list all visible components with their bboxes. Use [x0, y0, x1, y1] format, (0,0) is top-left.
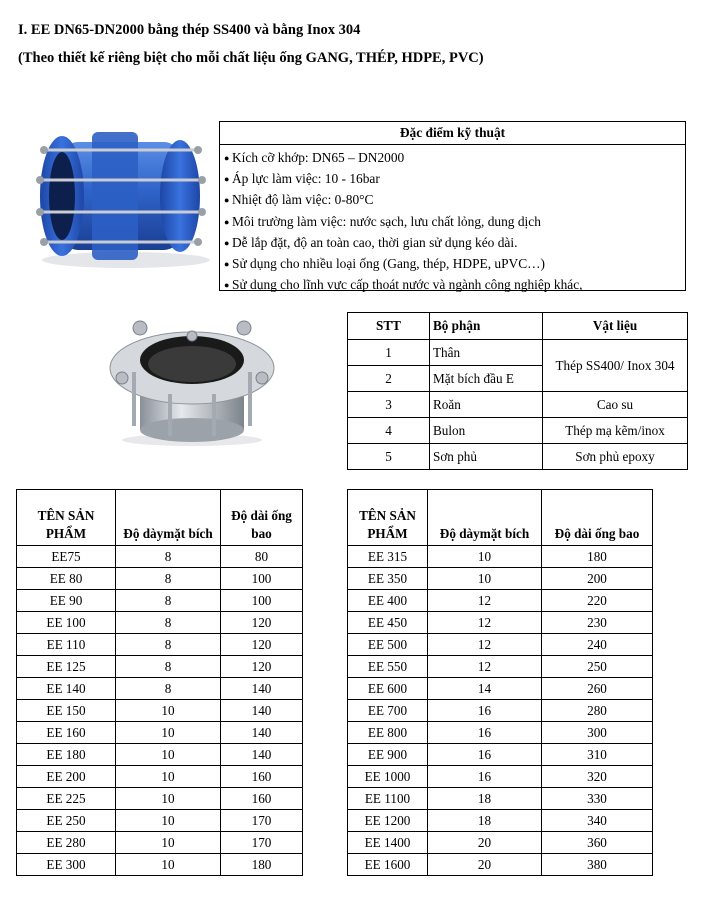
table-cell: 380	[542, 854, 653, 876]
table-cell: EE75	[17, 546, 116, 568]
table-cell: 12	[428, 634, 542, 656]
table-row	[348, 700, 653, 722]
parts-table	[347, 312, 688, 470]
table-cell: 8	[116, 612, 221, 634]
table-cell: EE 250	[17, 810, 116, 832]
table-cell: 140	[221, 678, 303, 700]
table-cell: 230	[542, 612, 653, 634]
table-cell: EE 1000	[348, 766, 428, 788]
table-cell: 140	[221, 700, 303, 722]
table-cell: 10	[428, 546, 542, 568]
table-cell: 14	[428, 678, 542, 700]
table-row	[348, 744, 653, 766]
column-header: Độ dài ống bao	[221, 490, 303, 546]
specs-list	[220, 145, 685, 295]
table-cell: 200	[542, 568, 653, 590]
table-row	[17, 700, 303, 722]
table-row	[17, 634, 303, 656]
table-cell: EE 100	[17, 612, 116, 634]
bullet-icon: ●	[224, 174, 230, 185]
table-cell: 4	[348, 418, 430, 444]
table-cell: 180	[221, 854, 303, 876]
table-cell: 8	[116, 634, 221, 656]
table-row	[348, 766, 653, 788]
spec-item: ● Áp lực làm việc: 10 - 16bar	[224, 168, 685, 189]
table-cell: 16	[428, 700, 542, 722]
table-cell: 20	[428, 832, 542, 854]
table-cell: Roăn	[430, 392, 543, 418]
table-header-row	[348, 313, 688, 340]
bullet-icon: ●	[224, 237, 230, 248]
table-cell: EE 400	[348, 590, 428, 612]
table-cell: 5	[348, 444, 430, 470]
table-cell: 160	[221, 766, 303, 788]
column-header: TÊN SẢN PHẨM	[348, 490, 428, 546]
spec-item: ● Môi trường làm việc: nước sạch, lưu chất lỏng, dung dịch	[224, 211, 685, 232]
table-header-row	[17, 490, 303, 546]
specs-title: Đặc điểm kỹ thuật	[220, 122, 685, 145]
table-row	[17, 612, 303, 634]
table-cell: EE 90	[17, 590, 116, 612]
spec-item: ● Sử dụng cho lĩnh vực cấp thoát nước và ngành công nghiệp khác,	[224, 274, 685, 295]
table-cell: Sơn phủ	[430, 444, 543, 470]
table-row	[348, 854, 653, 876]
table-cell: 12	[428, 590, 542, 612]
table-header-row	[348, 490, 653, 546]
table-row	[17, 854, 303, 876]
table-cell: 8	[116, 590, 221, 612]
table-row	[17, 744, 303, 766]
table-cell: 16	[428, 744, 542, 766]
table-cell: 80	[221, 546, 303, 568]
spec-item: ● Sử dụng cho nhiều loại ống (Gang, thép, HDPE, uPVC…)	[224, 253, 685, 274]
column-header: Bộ phận	[430, 313, 543, 340]
bullet-icon: ●	[224, 280, 230, 291]
table-cell: 170	[221, 810, 303, 832]
table-cell: 320	[542, 766, 653, 788]
table-cell: 10	[116, 744, 221, 766]
table-cell: 10	[116, 854, 221, 876]
table-row	[348, 340, 688, 366]
table-cell: EE 1200	[348, 810, 428, 832]
table-cell: EE 300	[17, 854, 116, 876]
table-cell: EE 700	[348, 700, 428, 722]
steel-pipe-coupling-image	[100, 298, 282, 448]
bullet-icon: ●	[224, 258, 230, 269]
table-row	[17, 678, 303, 700]
table-cell: 10	[116, 788, 221, 810]
table-cell: 100	[221, 568, 303, 590]
table-row	[348, 832, 653, 854]
table-cell: 260	[542, 678, 653, 700]
table-cell: Cao su	[543, 392, 688, 418]
table-cell: EE 110	[17, 634, 116, 656]
table-cell: 140	[221, 722, 303, 744]
table-cell: 120	[221, 634, 303, 656]
table-cell: EE 350	[348, 568, 428, 590]
column-header: STT	[348, 313, 430, 340]
table-cell: 16	[428, 722, 542, 744]
table-cell: EE 125	[17, 656, 116, 678]
table-cell: 1	[348, 340, 430, 366]
table-row	[348, 634, 653, 656]
table-row	[17, 766, 303, 788]
table-row	[348, 444, 688, 470]
table-cell: 16	[428, 766, 542, 788]
table-cell: Bulon	[430, 418, 543, 444]
table-cell: Thép SS400/ Inox 304	[543, 340, 688, 392]
table-cell: EE 900	[348, 744, 428, 766]
table-cell: 8	[116, 546, 221, 568]
table-cell: 2	[348, 366, 430, 392]
table-cell: 10	[116, 700, 221, 722]
column-header: Vật liệu	[543, 313, 688, 340]
table-row	[348, 678, 653, 700]
table-cell: 10	[116, 766, 221, 788]
table-cell: EE 140	[17, 678, 116, 700]
table-cell: 8	[116, 568, 221, 590]
table-row	[348, 418, 688, 444]
table-cell: 160	[221, 788, 303, 810]
table-cell: EE 80	[17, 568, 116, 590]
table-cell: Thép mạ kẽm/inox	[543, 418, 688, 444]
table-cell: EE 500	[348, 634, 428, 656]
table-cell: 250	[542, 656, 653, 678]
table-row	[17, 568, 303, 590]
table-row	[17, 546, 303, 568]
spec-item: ● Kích cỡ khớp: DN65 – DN2000	[224, 147, 685, 168]
table-cell: EE 200	[17, 766, 116, 788]
table-cell: EE 1600	[348, 854, 428, 876]
table-cell: 20	[428, 854, 542, 876]
table-cell: EE 180	[17, 744, 116, 766]
table-cell: 360	[542, 832, 653, 854]
column-header: Độ dàymặt bích	[428, 490, 542, 546]
table-cell: 12	[428, 656, 542, 678]
table-cell: 10	[116, 832, 221, 854]
column-header: Độ dàymặt bích	[116, 490, 221, 546]
table-cell: 12	[428, 612, 542, 634]
table-cell: 120	[221, 656, 303, 678]
table-row	[17, 810, 303, 832]
table-cell: 8	[116, 656, 221, 678]
table-cell: 120	[221, 612, 303, 634]
table-row	[348, 656, 653, 678]
table-cell: EE 1400	[348, 832, 428, 854]
table-row	[348, 546, 653, 568]
table-cell: EE 150	[17, 700, 116, 722]
table-cell: 180	[542, 546, 653, 568]
table-cell: 220	[542, 590, 653, 612]
table-row	[17, 656, 303, 678]
spec-item: ● Dễ lắp đặt, độ an toàn cao, thời gian sử dụng kéo dài.	[224, 232, 685, 253]
table-cell: 8	[116, 678, 221, 700]
table-cell: 18	[428, 810, 542, 832]
table-cell: EE 450	[348, 612, 428, 634]
size-table-right	[347, 489, 653, 876]
table-row	[348, 810, 653, 832]
table-cell: 10	[116, 810, 221, 832]
table-cell: 140	[221, 744, 303, 766]
table-cell: 280	[542, 700, 653, 722]
table-cell: 10	[116, 722, 221, 744]
technical-specs-box	[219, 121, 686, 291]
table-cell: 10	[428, 568, 542, 590]
table-cell: EE 550	[348, 656, 428, 678]
table-row	[348, 392, 688, 418]
bullet-icon: ●	[224, 195, 230, 206]
table-row	[348, 788, 653, 810]
blue-pipe-coupling-image	[22, 120, 214, 272]
table-row	[17, 832, 303, 854]
table-cell: 300	[542, 722, 653, 744]
table-row	[348, 590, 653, 612]
column-header: Độ dài ống bao	[542, 490, 653, 546]
table-cell: Mặt bích đầu E	[430, 366, 543, 392]
table-cell: Thân	[430, 340, 543, 366]
size-table-left	[16, 489, 303, 876]
table-cell: 170	[221, 832, 303, 854]
page-title: I. EE DN65-DN2000 bằng thép SS400 và bằng Inox 304	[18, 22, 361, 38]
table-row	[348, 722, 653, 744]
table-cell: 100	[221, 590, 303, 612]
table-row	[17, 788, 303, 810]
table-cell: EE 600	[348, 678, 428, 700]
table-cell: EE 1100	[348, 788, 428, 810]
table-cell: EE 315	[348, 546, 428, 568]
bullet-icon: ●	[224, 153, 230, 163]
table-row	[348, 568, 653, 590]
table-cell: EE 280	[17, 832, 116, 854]
page-subtitle: (Theo thiết kế riêng biệt cho mỗi chất liệu ống GANG, THÉP, HDPE, PVC)	[18, 50, 484, 66]
table-cell: 340	[542, 810, 653, 832]
table-cell: EE 800	[348, 722, 428, 744]
bullet-icon: ●	[224, 216, 230, 227]
table-row	[348, 612, 653, 634]
table-cell: EE 160	[17, 722, 116, 744]
table-cell: Sơn phủ epoxy	[543, 444, 688, 470]
table-cell: 3	[348, 392, 430, 418]
column-header: TÊN SẢN PHẨM	[17, 490, 116, 546]
table-row	[17, 590, 303, 612]
table-row	[17, 722, 303, 744]
table-cell: 240	[542, 634, 653, 656]
table-cell: 310	[542, 744, 653, 766]
table-cell: 18	[428, 788, 542, 810]
table-cell: EE 225	[17, 788, 116, 810]
spec-item: ● Nhiệt độ làm việc: 0-80°C	[224, 189, 685, 210]
table-cell: 330	[542, 788, 653, 810]
